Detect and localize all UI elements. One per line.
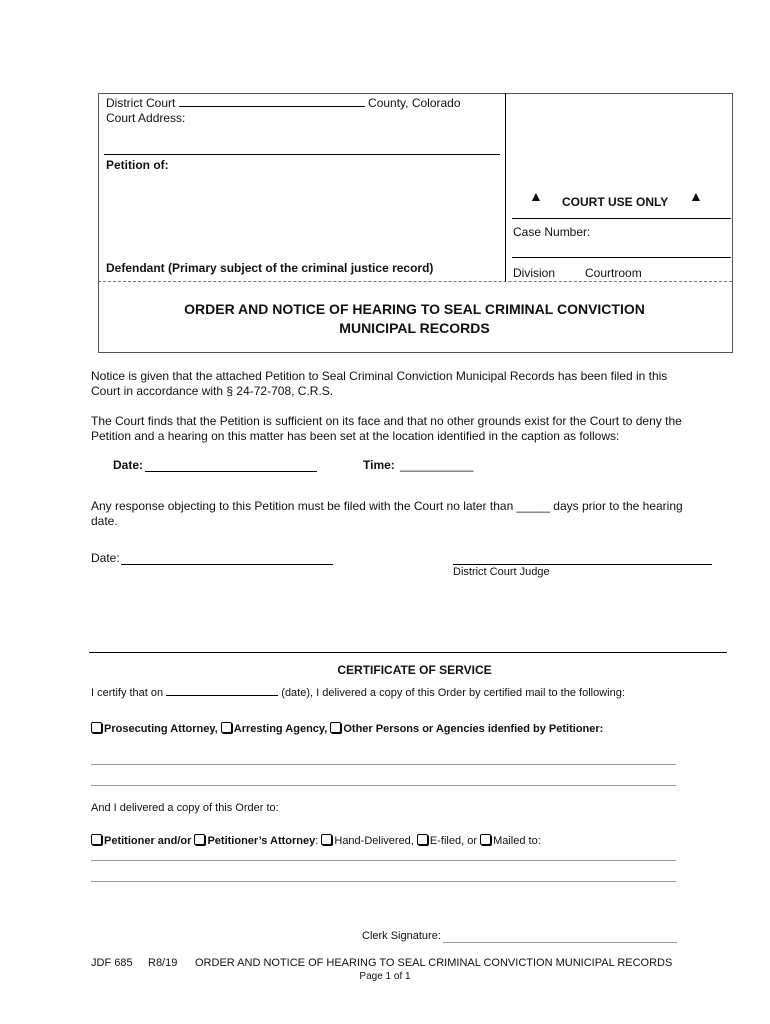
footer-revision: R8/19 [148,957,178,969]
checkbox-arresting-agency[interactable] [221,722,232,733]
checkbox-efiled[interactable] [417,834,428,845]
recipients-line-1[interactable] [91,764,676,765]
certificate-divider [89,652,727,653]
court-use-only-label: COURT USE ONLY [562,195,669,209]
certificate-heading: CERTIFICATE OF SERVICE [337,663,492,677]
courtroom-label: Courtroom [585,266,642,280]
prosecuting-attorney-label: Prosecuting Attorney, [104,723,218,735]
efiled-label: E-filed, or [429,835,477,847]
checkbox-petitioners-attorney[interactable] [194,834,205,845]
caption-divider-vertical [505,93,506,281]
response-paragraph [91,499,683,529]
district-court-label: District Court [106,96,176,110]
sign-date-label: Date: [91,551,120,565]
delivered-copy-label: And I delivered a copy of this Order to: [91,802,279,814]
court-use-divider [512,218,731,219]
certify-line [91,685,625,699]
delivery-line-1[interactable] [91,860,676,861]
notice-paragraph [91,369,667,399]
up-triangle-icon: ▲ [529,188,543,204]
finding-paragraph [91,414,682,444]
recipients-line-2[interactable] [91,785,676,786]
checkbox-petitioner[interactable] [91,834,102,845]
attorney-colon: : [315,835,319,847]
sign-date-field[interactable] [121,564,333,565]
clerk-signature-label: Clerk Signature: [362,930,441,942]
other-persons-label: Other Persons or Agencies idenfied by Petitioner: [343,723,604,735]
certify-prefix: I certify that on [91,687,164,699]
certify-date-field[interactable] [166,685,278,696]
notice-line-2: Court in accordance with § 24-72-708, C.R.S. [91,384,334,398]
recipients-line [91,722,603,735]
hearing-time-label: Time: [363,458,395,472]
title-line-1: ORDER AND NOTICE OF HEARING TO SEAL CRIMINAL CONVICTION [184,301,645,317]
response-line-1: Any response objecting to this Petition must be filed with the Court no later than _____ days prior to the hearing [91,499,683,513]
checkbox-mailed[interactable] [480,834,491,845]
checkbox-prosecuting-attorney[interactable] [91,722,102,733]
division-label: Division [513,266,556,280]
case-number-divider [512,257,731,258]
checkbox-hand-delivered[interactable] [321,834,332,845]
hearing-date-field[interactable] [145,471,317,472]
up-triangle-icon: ▲ [689,188,703,204]
footer-page-number: Page 1 of 1 [359,971,411,982]
delivery-line-2[interactable] [91,881,676,882]
footer-form-title: ORDER AND NOTICE OF HEARING TO SEAL CRIMINAL CONVICTION MUNICIPAL RECORDS [195,957,673,969]
page-title [98,300,731,338]
petitioner-label: Petitioner and/or [104,835,192,847]
finding-line-1: The Court finds that the Petition is sufficient on its face and that no other grounds exist for the Court to deny the [91,414,682,428]
petition-of-label: Petition of: [106,158,169,172]
clerk-signature-line[interactable] [443,942,677,943]
response-line-2: date. [91,514,118,528]
checkbox-other-persons[interactable] [330,722,341,733]
case-number-label: Case Number: [513,225,591,239]
hand-delivered-label: Hand-Delivered, [334,835,414,847]
notice-line-1: Notice is given that the attached Petition to Seal Criminal Conviction Municipal Records has been filed in this [91,369,668,383]
court-address-underline [104,154,500,155]
county-label: County, Colorado [368,96,461,110]
finding-line-2: Petition and a hearing on this matter has been set at the location identified in the caption as follows: [91,429,620,443]
judge-signature-line[interactable] [453,564,712,565]
mailed-label: Mailed to: [493,835,541,847]
arresting-agency-label: Arresting Agency, [233,723,328,735]
title-line-2: MUNICIPAL RECORDS [339,320,490,336]
defendant-label: Defendant (Primary subject of the criminal justice record) [106,261,434,275]
footer-form-number: JDF 685 [91,957,133,969]
delivery-line [91,834,541,847]
court-address-label: Court Address: [106,111,186,125]
county-field[interactable] [179,95,365,107]
judge-label: District Court Judge [453,566,550,578]
certify-suffix: (date), I delivered a copy of this Order by certified mail to the following: [281,687,625,699]
hearing-date-label: Date: [113,458,144,472]
caption-divider-horizontal [98,281,732,282]
district-court-line [106,95,461,110]
petitioners-attorney-label: Petitioner’s Attorney [207,835,316,847]
hearing-time-field[interactable]: ___________ [400,458,474,472]
